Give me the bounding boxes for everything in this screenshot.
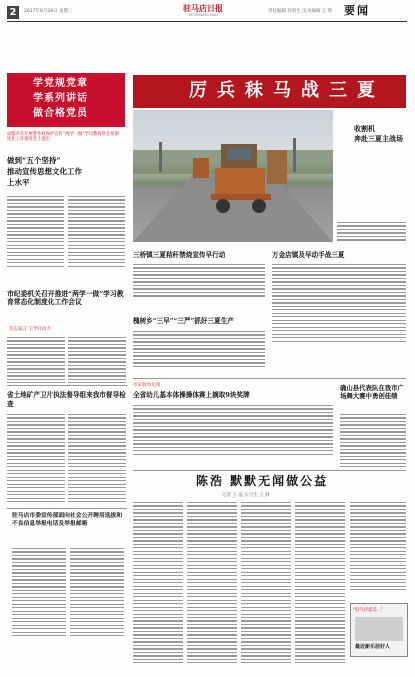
article-10-body-col4: [295, 502, 345, 666]
photo-caption-text: [337, 222, 406, 243]
article-8-kicker: 市实验幼儿园: [133, 383, 160, 388]
article-5-title: 三桥镇三夏秸秆禁烧宣传早行动: [133, 251, 226, 259]
article-6-body: [272, 264, 406, 344]
article-6-title: 万金店镇及早动手战三夏: [272, 251, 345, 259]
section-title: 要闻: [344, 4, 370, 17]
left-banner: [7, 73, 125, 127]
page-number: 2: [9, 7, 17, 18]
article-2-body: [7, 337, 65, 386]
article-2-title: 市纪委机关召开推进“两学一做”学习教育常态化制度化工作会议: [7, 290, 124, 307]
article-5-body: [133, 264, 265, 299]
photo-caption-title: 收割机 奔赴三夏主战场: [354, 124, 403, 143]
harvester-illustration: [133, 110, 333, 242]
side-box-sub: 最近新乐居好人: [355, 644, 391, 650]
date-line: 2017年6月28日 星期三: [24, 9, 73, 14]
left-banner-line1: 学党规党章: [33, 78, 88, 89]
article-8-body: [133, 405, 333, 457]
article-3-title: 省土地矿产卫片执法督导组来我市督导检查: [7, 391, 126, 408]
article-9-body: [340, 414, 406, 470]
page-number-box: [7, 6, 19, 19]
article-7-body: [133, 331, 265, 369]
editors-line: 责任编辑 何春生 美术编辑 王 辉: [268, 9, 333, 14]
article-2-sub: 杂志发言 王学开动力: [9, 327, 51, 332]
article-1-body-col2: [68, 196, 125, 269]
article-1-title-2: 推动宣传思想文化工作: [7, 167, 82, 176]
article-7-title: 槐树乡“三早”“三严”抓好三夏生产: [133, 317, 234, 325]
article-1-kicker: 成都市在开展著作权保护宣传“两学一做”学习教育常态化制度化工作推进会上提出: [7, 132, 119, 143]
article-10-body-col5: [350, 502, 406, 593]
side-box: [350, 603, 408, 657]
article-4-body: [12, 548, 66, 639]
article-10-title: 陈浩 默默无闻做公益: [196, 474, 329, 488]
mid-divider: [133, 378, 406, 379]
left-divider-1: [7, 385, 127, 386]
side-box-title: “驻马店最美…”: [353, 608, 384, 613]
article-10-byline: 记者 王 晶 实习生 王 静: [222, 493, 270, 498]
masthead: 驻马店日报: [183, 3, 223, 13]
article-1-title-1: 做到“五个坚持”: [7, 156, 61, 165]
left-divider-2: [7, 508, 127, 509]
article-1-title-3: 上水平: [7, 178, 30, 187]
article-8-title: 全省幼儿基本体操操体赛上摘取9块奖牌: [133, 391, 250, 399]
article-10-body-col2: [187, 502, 237, 666]
masthead-sub: ZHUMADIAN DAILY: [189, 13, 219, 17]
article-4-body-col2: [70, 548, 124, 639]
left-banner-line2: 学系列讲话: [33, 93, 88, 104]
article-3-body-col2: [68, 414, 126, 505]
lower-divider: [133, 470, 406, 471]
article-1-body: [7, 196, 64, 269]
article-10-body-col1: [133, 502, 183, 666]
main-banner: [133, 75, 406, 108]
side-box-image: [355, 617, 403, 641]
harvester-photo: [133, 110, 333, 242]
article-10-body-col3: [241, 502, 291, 666]
article-4-title: 驻马店市委宣传部面向社会公开聘用选拔和不良信息举报电话及举报邮箱: [12, 513, 123, 527]
left-banner-line3: 做合格党员: [33, 108, 88, 119]
article-2-body-col2: [68, 337, 126, 386]
article-9-title: 确山县代表队在我市广场舞大赛中勇创佳绩: [340, 384, 404, 401]
article-3-body: [7, 414, 65, 505]
header-rule: [7, 21, 407, 22]
main-banner-title: 厉兵秣马战三夏: [189, 80, 385, 101]
